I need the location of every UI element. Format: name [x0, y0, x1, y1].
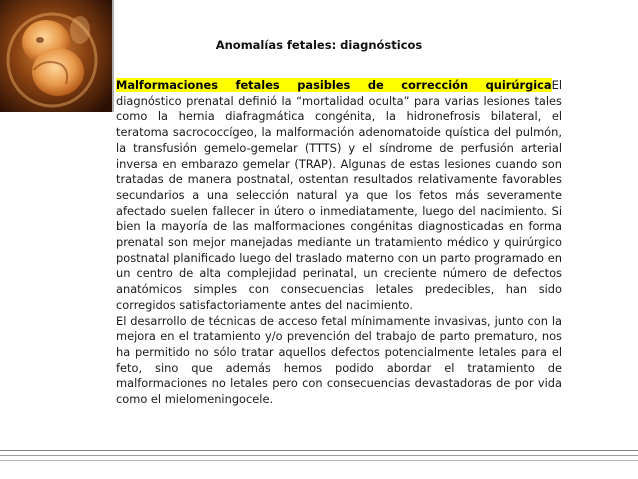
slide-body: [116, 78, 562, 408]
paragraph-1-text: El diagnóstico prenatal definió la “mortalidad oculta” para varias lesiones tales como la hernia diafragmática congénita, la hidronefrosis bilateral, el teratoma sacrococcígeo, la malformación adenomatoide quística del pulmón, la transfusión gemelo-gemelar (TTTS) y el síndrome de perfusión arterial inversa en embarazo gemelar (TRAP). Algunas de estas lesiones cuando son tratadas de manera postnatal, ostentan resultados relativamente favorables secundarios a una selección natural ya que los fetos más severamente afectado suelen fallecer in útero o inmediatamente, luego del nacimiento. Si bien la mayoría de las malformaciones congénitas diagnosticadas en forma prenatal son mejor manejadas mediante un tratamiento médico y quirúrgico postnatal planificado luego del traslado materno con un parto programado en un centro de alta complejidad perinatal, un creciente número de defectos anatómicos simples con consecuencias letales predecibles, han sido corregidos satisfactoriamente antes del nacimiento.: [116, 78, 562, 312]
paragraph-1: [116, 78, 562, 314]
vertical-divider: [112, 0, 114, 112]
paragraph-2: El desarrollo de técnicas de acceso fetal mínimamente invasivas, junto con la mejora en el tratamiento y/o prevención del trabajo de parto prematuro, nos ha permitido no sólo tratar aquellos defectos potencialmente letales para el feto, sino que además hemos podido abordar el tratamiento de malformaciones no letales pero con consecuencias devastadoras de por vida como el mielomeningocele.: [116, 313, 562, 407]
slide-title: Anomalías fetales: diagnósticos: [215, 38, 423, 52]
footer-line: [0, 460, 638, 461]
section-heading: Malformaciones fetales pasibles de corrección quirúrgica: [116, 78, 552, 92]
footer-line: [0, 455, 638, 456]
fetus-image: [0, 0, 112, 112]
footer-line: [0, 450, 638, 451]
